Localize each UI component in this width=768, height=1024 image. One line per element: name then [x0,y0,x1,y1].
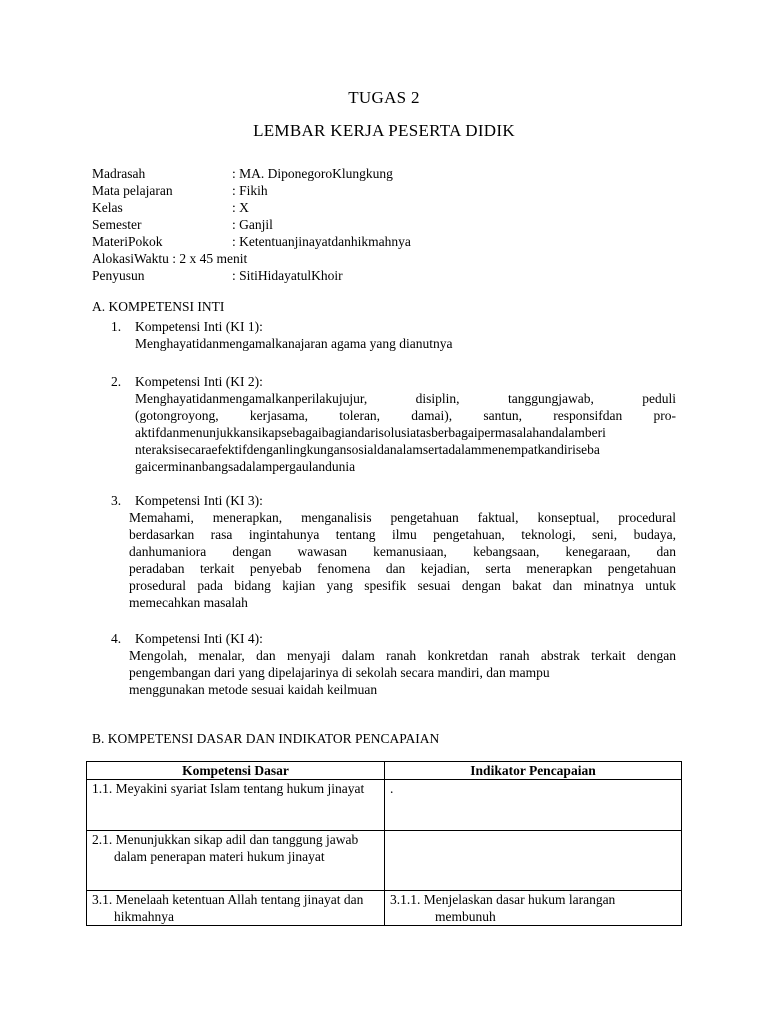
meta-row: AlokasiWaktu : 2 x 45 menit [92,251,248,266]
table-header-row [87,762,682,780]
ki-item-3: 3. Kompetensi Inti (KI 3): Memahami, menerapkan, menganalisis pengetahuan faktual, konseptual, procedural berdasarkan rasa ingintahunya tentang ilmu pengetahuan, teknologi, seni, budaya, danhumaniora dengan wawasan kemanusiaan, kebangsaan, kenegaraan, dan peradaban terkait penyebab fenomena dan kejadian, serta menerapkan pengetahuan prosedural pada bidang kajian yang spesifik sesuai dengan bakat dan minatnya untuk memecahkan masalah [111,493,676,610]
competency-table [86,761,682,926]
table-row: 2.1. Menunjukkan sikap adil dan tanggung jawab dalam penerapan materi hukum jinayat [87,831,682,891]
ki-item-2: 2. Kompetensi Inti (KI 2): Menghayatidanmengamalkanperilakujujur, disiplin, tanggungjawab, peduli (gotongroyong, kerjasama, toleran, damai), santun, responsifdan pro- aktifdanmenunjukkansikapsebagaibagiandarisolusiatasberbagaipermasalahandalamberi nteraksisecaraefektifdenganlingkungansosialdanalamsertadalammenempatkandiriseba gaicerminanbangsadalampergaulandunia [111,374,676,474]
ki-item-4: 4. Kompetensi Inti (KI 4): Mengolah, menalar, dan menyaji dalam ranah konkretdan ranah abstrak terkait dengan pengembangan dari yang dipelajarinya di sekolah secara mandiri, dan mampu menggunakan metode sesuai kaidah keilmuan [111,631,676,697]
table-row: 3.1. Menelaah ketentuan Allah tentang jinayat dan hikmahnya 3.1.1. Menjelaskan dasar hukum larangan membunuh [87,891,682,926]
table-row: 1.1. Meyakini syariat Islam tentang hukum jinayat . [87,780,682,831]
col-header-kompetensi: Kompetensi Dasar [87,762,385,780]
meta-row: Penyusun : SitiHidayatulKhoir [92,268,343,283]
meta-row: Madrasah : MA. DiponegoroKlungkung [92,166,393,181]
ki-item-1: 1. Kompetensi Inti (KI 1): Menghayatidanmengamalkanajaran agama yang dianutnya [111,319,453,351]
meta-row: MateriPokok : Ketentuanjinayatdanhikmahnya [92,234,411,249]
section-b-heading: B. KOMPETENSI DASAR DAN INDIKATOR PENCAPAIAN [92,731,440,746]
col-header-indikator: Indikator Pencapaian [385,762,682,780]
section-a-heading: A. KOMPETENSI INTI [92,299,225,314]
meta-row: Semester : Ganjil [92,217,273,232]
meta-row: Mata pelajaran : Fikih [92,183,268,198]
identity-block [92,165,692,284]
document-subtitle: LEMBAR KERJA PESERTA DIDIK [253,121,515,140]
meta-row: Kelas : X [92,200,249,215]
document-title: TUGAS 2 [348,88,420,107]
